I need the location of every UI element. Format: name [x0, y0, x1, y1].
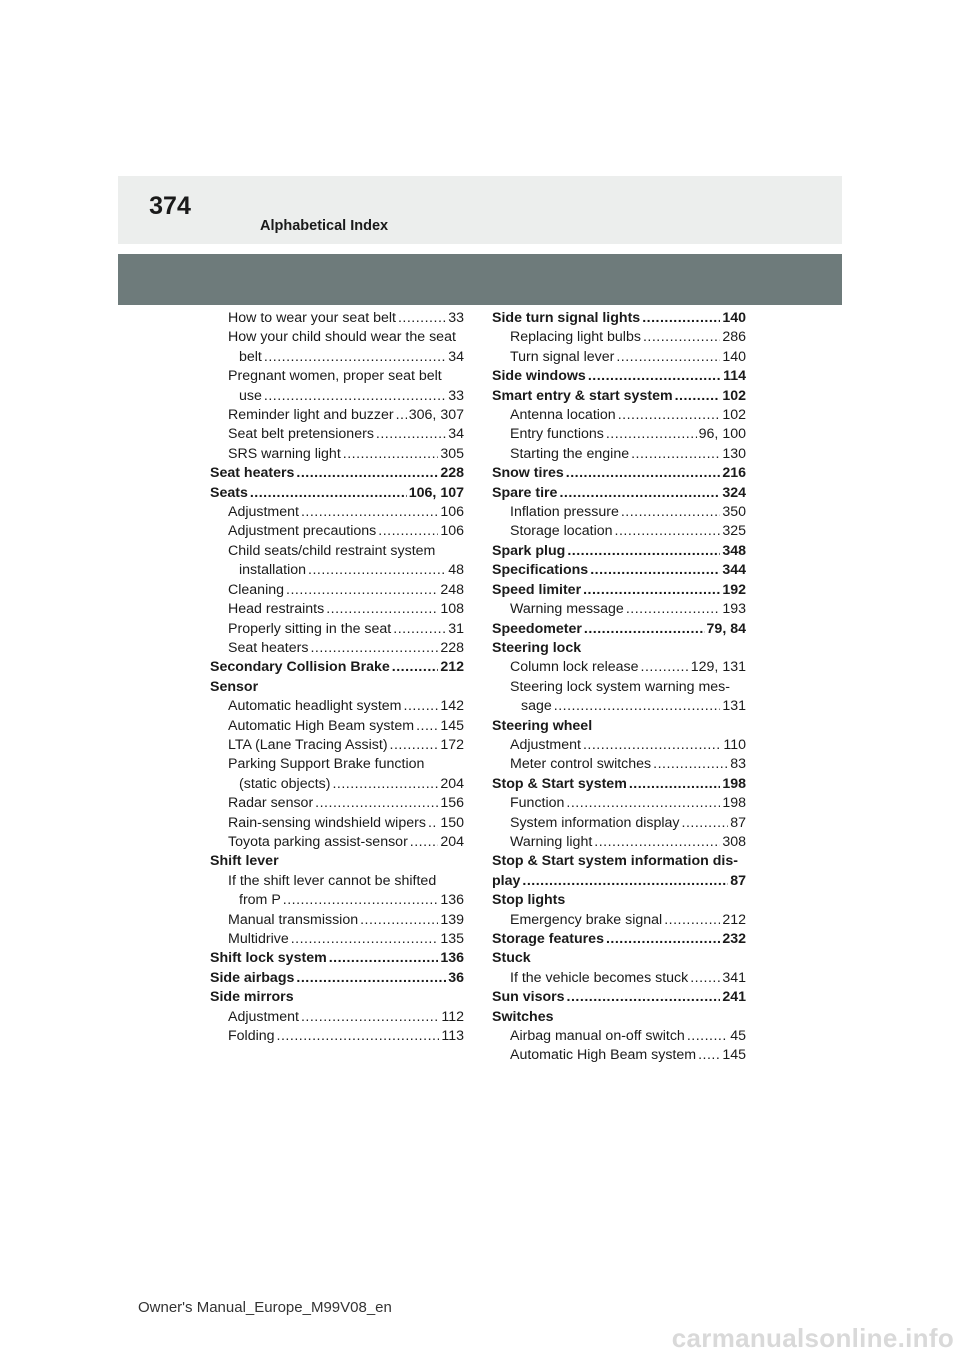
page-reference[interactable]: 204	[440, 833, 464, 850]
page-reference[interactable]: 212	[440, 659, 464, 676]
index-subentry	[210, 309, 464, 328]
dot-leader	[343, 445, 439, 464]
page-reference[interactable]: 102	[722, 407, 746, 424]
page-reference[interactable]: 341	[722, 969, 746, 986]
dot-leader	[698, 1046, 720, 1065]
index-subentry	[210, 581, 464, 600]
index-subentry	[210, 755, 464, 774]
index-term: Switches	[492, 1008, 554, 1025]
dot-leader	[283, 891, 439, 910]
page-reference[interactable]: 324	[722, 484, 746, 501]
index-heading	[492, 949, 746, 968]
page-reference[interactable]: 34	[448, 348, 464, 365]
dot-leader	[522, 872, 728, 891]
page-reference[interactable]: 136	[440, 892, 464, 909]
index-subentry	[210, 328, 464, 347]
dot-leader	[642, 309, 720, 328]
index-subentry	[492, 328, 746, 347]
index-term: Sun visors	[492, 989, 565, 1006]
index-term: Smart entry & start system	[492, 387, 673, 404]
index-subentry	[210, 542, 464, 561]
dot-leader	[360, 911, 438, 930]
index-term: Manual transmission	[228, 911, 359, 928]
page-reference[interactable]: 135	[440, 931, 464, 947]
index-term: Automatic High Beam system	[228, 717, 415, 734]
dot-leader	[606, 930, 720, 949]
page-reference[interactable]: 306, 307	[408, 407, 464, 424]
page-reference[interactable]: 193	[722, 601, 746, 618]
page-reference[interactable]: 102	[722, 387, 746, 404]
section-title: Alphabetical Index	[260, 218, 389, 234]
page-reference[interactable]: 108	[440, 601, 464, 618]
page-reference[interactable]: 198	[722, 775, 746, 792]
index-term: If the vehicle becomes stuck	[510, 969, 689, 986]
dot-leader	[629, 775, 721, 794]
page-reference[interactable]: 96, 100	[698, 426, 746, 443]
dot-leader	[682, 814, 729, 833]
index-term: Column lock release	[510, 659, 639, 676]
index-subentry	[492, 406, 746, 425]
dot-leader	[588, 367, 721, 386]
page-reference[interactable]: 198	[722, 795, 746, 812]
dot-leader	[326, 600, 438, 619]
index-term: Stuck	[492, 950, 531, 967]
dot-leader	[675, 387, 721, 406]
dot-leader	[566, 464, 721, 483]
dot-leader	[308, 561, 446, 580]
dot-leader	[566, 794, 720, 813]
index-subentry	[492, 522, 746, 541]
page-reference[interactable]: 36	[448, 969, 464, 986]
page-reference[interactable]: 325	[722, 523, 746, 540]
index-term: Antenna location	[510, 407, 616, 424]
index-subentry	[210, 930, 464, 949]
index-term: Airbag manual on-off switch	[510, 1028, 685, 1045]
index-subentry	[210, 891, 464, 910]
index-term: Inflation pressure	[510, 504, 619, 521]
index-term: Seats	[210, 484, 248, 501]
dot-leader	[653, 755, 728, 774]
index-term: How to wear your seat belt	[228, 310, 396, 326]
index-subentry	[492, 1046, 746, 1065]
index-term: Spare tire	[492, 484, 558, 501]
index-subentry	[210, 600, 464, 619]
index-subentry	[210, 348, 464, 367]
index-subentry	[210, 445, 464, 464]
index-term: Adjustment precautions	[228, 523, 377, 540]
index-heading	[492, 464, 746, 483]
index-subentry	[492, 445, 746, 464]
index-term: Spark plug	[492, 542, 566, 559]
index-term: Meter control switches	[510, 756, 652, 773]
index-subentry	[210, 775, 464, 794]
index-heading	[492, 484, 746, 503]
page-reference[interactable]: 87	[730, 814, 746, 831]
page-reference[interactable]: 140	[722, 348, 746, 365]
dot-leader	[621, 503, 720, 522]
dot-leader	[583, 736, 721, 755]
index-term: Sensor	[210, 678, 259, 695]
dot-leader	[398, 309, 446, 328]
dot-leader	[277, 1027, 440, 1046]
index-term: Folding	[228, 1028, 275, 1045]
index-term: Shift lever	[210, 853, 279, 870]
index-heading	[492, 717, 746, 736]
page-reference[interactable]: 48	[448, 562, 464, 579]
page-reference[interactable]: 110	[723, 736, 746, 753]
index-subentry	[492, 425, 746, 444]
index-term: belt	[239, 348, 262, 365]
dot-leader	[687, 1027, 728, 1046]
index-term: (static objects)	[239, 775, 331, 792]
page-reference[interactable]: 212	[722, 911, 746, 928]
dot-leader	[416, 717, 438, 736]
index-term: Snow tires	[492, 465, 564, 482]
page-reference[interactable]: 33	[448, 310, 464, 326]
index-heading	[492, 988, 746, 1007]
footer-manual-id: Owner's Manual_Europe_M99V08_en	[138, 1299, 392, 1316]
index-term: Side mirrors	[210, 989, 294, 1006]
dot-leader	[393, 620, 446, 639]
dot-leader	[296, 464, 438, 483]
dot-leader	[690, 969, 720, 988]
index-term: Turn signal lever	[510, 348, 615, 365]
dot-leader	[626, 600, 721, 619]
index-term: Seat heaters	[210, 465, 295, 482]
index-term: Head restraints	[228, 601, 325, 618]
index-subentry	[210, 736, 464, 755]
page-reference[interactable]: 308	[722, 833, 746, 850]
index-term: Steering lock system warning mes-	[510, 678, 730, 695]
index-subentry	[492, 755, 746, 774]
index-term: Secondary Collision Brake	[210, 659, 390, 676]
dot-leader	[643, 328, 720, 347]
dot-leader	[301, 503, 438, 522]
index-term: Seat belt pretensioners	[228, 426, 374, 443]
index-term: Replacing light bulbs	[510, 329, 641, 346]
index-term: Side airbags	[210, 969, 295, 986]
index-term: System information display	[510, 814, 680, 831]
index-subentry	[492, 814, 746, 833]
index-term: from P	[239, 892, 281, 909]
dot-leader	[616, 348, 720, 367]
index-subentry	[210, 911, 464, 930]
page-reference[interactable]: 33	[448, 387, 464, 404]
page-reference[interactable]: 248	[440, 581, 464, 598]
index-heading	[210, 484, 464, 503]
dot-leader	[584, 620, 705, 639]
dot-leader	[250, 484, 407, 503]
page-reference[interactable]: 204	[440, 775, 464, 792]
page-reference[interactable]: 145	[722, 1047, 746, 1064]
index-term: Multidrive	[228, 931, 289, 947]
index-heading	[210, 678, 464, 697]
page-reference[interactable]: 150	[440, 814, 464, 831]
index-term: Seat heaters	[228, 639, 309, 656]
index-heading	[492, 1008, 746, 1027]
page-reference[interactable]: 106, 107	[408, 484, 464, 501]
page-reference[interactable]: 106	[440, 504, 464, 521]
index-term: Warning light	[510, 833, 593, 850]
watermark: carmanualsonline.info	[671, 1323, 954, 1353]
index-subentry	[492, 794, 746, 813]
index-term: Adjustment	[228, 1008, 299, 1025]
dot-leader	[583, 581, 720, 600]
page-reference[interactable]: 228	[440, 639, 464, 656]
index-subentry	[492, 600, 746, 619]
page-reference[interactable]: 344	[722, 562, 746, 579]
page-reference[interactable]: 45	[730, 1028, 746, 1045]
dot-leader	[332, 775, 438, 794]
index-subentry	[492, 348, 746, 367]
index-term: Parking Support Brake function	[228, 756, 425, 773]
dot-leader	[594, 833, 720, 852]
index-subentry	[210, 833, 464, 852]
index-heading	[492, 387, 746, 406]
dot-leader	[410, 833, 439, 852]
dot-leader	[301, 1008, 439, 1027]
index-heading	[210, 949, 464, 968]
index-term: Specifications	[492, 562, 589, 579]
index-term: Shift lock system	[210, 950, 327, 967]
page-reference[interactable]: 83	[730, 756, 746, 773]
page-reference[interactable]: 31	[448, 620, 464, 637]
dot-leader	[296, 969, 446, 988]
page-reference[interactable]: 139	[440, 911, 464, 928]
index-term: LTA (Lane Tracing Assist)	[228, 736, 388, 753]
page-reference[interactable]: 350	[722, 504, 746, 521]
page-reference[interactable]: 114	[723, 368, 746, 385]
page-reference[interactable]: 136	[440, 950, 464, 967]
dot-leader	[264, 387, 446, 406]
index-subentry	[210, 697, 464, 716]
index-subentry	[210, 639, 464, 658]
dot-leader	[428, 814, 438, 833]
index-heading	[492, 930, 746, 949]
page-reference[interactable]: 142	[440, 698, 464, 715]
index-subentry	[492, 678, 746, 697]
dot-leader	[606, 425, 697, 444]
index-heading	[492, 309, 746, 328]
index-term: Adjustment	[228, 504, 299, 521]
index-subentry	[492, 736, 746, 755]
index-term: Adjustment	[510, 736, 581, 753]
page-reference[interactable]: 192	[722, 581, 746, 598]
index-subentry	[210, 522, 464, 541]
index-term: Child seats/child restraint system	[228, 542, 436, 559]
index-subentry	[492, 833, 746, 852]
dot-leader	[378, 522, 438, 541]
index-term: Radar sensor	[228, 795, 314, 812]
dot-leader	[554, 697, 721, 716]
index-term: Speedometer	[492, 620, 582, 637]
page-reference[interactable]: 140	[722, 310, 746, 326]
dot-leader	[404, 697, 439, 716]
index-heading	[210, 969, 464, 988]
index-term: Side windows	[492, 368, 586, 385]
page-reference[interactable]: 145	[440, 717, 464, 734]
dot-leader	[310, 639, 438, 658]
index-term: SRS warning light	[228, 445, 341, 462]
dot-leader	[631, 445, 720, 464]
index-term: play	[492, 872, 521, 889]
page-reference[interactable]: 348	[722, 542, 746, 559]
dot-leader	[567, 988, 721, 1007]
index-heading	[210, 658, 464, 677]
index-subentry	[210, 1027, 464, 1046]
page-reference[interactable]: 79, 84	[706, 620, 746, 637]
index-term: Stop & Start system	[492, 775, 627, 792]
index-subentry	[210, 367, 464, 386]
index-term: Steering wheel	[492, 717, 593, 734]
dot-leader	[590, 561, 720, 580]
index-term: Toyota parking assist-sensor	[228, 833, 408, 850]
index-term: use	[239, 387, 262, 404]
dot-leader	[396, 406, 407, 425]
page-reference[interactable]: 34	[448, 426, 464, 443]
dot-leader	[392, 658, 439, 677]
index-heading	[492, 367, 746, 386]
index-subentry	[210, 425, 464, 444]
dot-leader	[315, 794, 438, 813]
page-reference[interactable]: 216	[722, 465, 746, 482]
index-term: Pregnant women, proper seat belt	[228, 368, 442, 385]
index-heading	[210, 464, 464, 483]
index-term: How your child should wear the seat	[228, 329, 456, 346]
index-term: Starting the engine	[510, 445, 630, 462]
index-subentry	[210, 561, 464, 580]
index-term: sage	[521, 698, 552, 715]
page-reference[interactable]: 232	[722, 931, 746, 947]
dot-leader	[664, 911, 720, 930]
index-term: Storage location	[510, 523, 613, 540]
index-term: Entry functions	[510, 426, 604, 443]
index-subentry	[492, 1027, 746, 1046]
index-heading	[492, 639, 746, 658]
index-heading	[492, 775, 746, 794]
index-heading	[492, 852, 746, 871]
page-reference[interactable]: 112	[441, 1008, 464, 1025]
index-subentry	[210, 794, 464, 813]
dot-leader	[376, 425, 446, 444]
index-term: Storage features	[492, 931, 604, 947]
index-column-left	[210, 309, 464, 1046]
dot-leader	[329, 949, 439, 968]
index-heading	[492, 561, 746, 580]
page-reference[interactable]: 131	[722, 698, 746, 715]
index-subentry	[210, 503, 464, 522]
dot-leader	[291, 930, 439, 949]
index-heading	[492, 581, 746, 600]
index-term: Automatic High Beam system	[510, 1047, 697, 1064]
index-heading	[210, 988, 464, 1007]
index-subentry	[492, 658, 746, 677]
index-term: Automatic headlight system	[228, 698, 402, 715]
index-subentry	[210, 717, 464, 736]
page-reference[interactable]: 113	[441, 1028, 464, 1045]
page-reference[interactable]: 228	[440, 465, 464, 482]
index-term: Speed limiter	[492, 581, 582, 598]
index-term: Reminder light and buzzer	[228, 407, 394, 424]
index-term: Steering lock	[492, 639, 582, 656]
index-heading	[492, 542, 746, 561]
index-subentry	[210, 387, 464, 406]
page-number: 374	[149, 192, 191, 220]
dot-leader	[286, 581, 438, 600]
header-band	[118, 254, 842, 305]
index-term: Properly sitting in the seat	[228, 620, 392, 637]
dot-leader	[618, 406, 721, 425]
index-term: Stop lights	[492, 892, 566, 909]
index-subentry	[492, 969, 746, 988]
page-reference[interactable]: 172	[440, 736, 464, 753]
dot-leader	[641, 658, 689, 677]
page-reference[interactable]: 129, 131	[690, 659, 746, 676]
index-subentry	[492, 697, 746, 716]
index-term: installation	[239, 562, 307, 579]
index-subentry	[210, 872, 464, 891]
dot-leader	[264, 348, 446, 367]
index-subentry	[492, 503, 746, 522]
index-subentry	[210, 1008, 464, 1027]
page-reference[interactable]: 106	[440, 523, 464, 540]
page-reference[interactable]: 286	[722, 329, 746, 346]
index-column-right	[492, 309, 746, 1066]
dot-leader	[559, 484, 720, 503]
index-subentry	[210, 814, 464, 833]
index-term: Side turn signal lights	[492, 310, 641, 326]
index-heading	[492, 891, 746, 910]
index-subentry	[210, 620, 464, 639]
page-reference[interactable]: 305	[440, 445, 464, 462]
index-heading	[492, 872, 746, 891]
page-reference[interactable]: 156	[440, 795, 464, 812]
page-reference[interactable]: 87	[730, 872, 746, 889]
index-term: Function	[510, 795, 565, 812]
header-bar	[118, 176, 842, 244]
index-subentry	[210, 406, 464, 425]
page-reference[interactable]: 130	[722, 445, 746, 462]
index-term: If the shift lever cannot be shifted	[228, 872, 437, 889]
dot-leader	[615, 522, 721, 541]
index-heading	[492, 620, 746, 639]
index-term: Cleaning	[228, 581, 285, 598]
index-term: Warning message	[510, 601, 624, 618]
index-term: Rain-sensing windshield wipers	[228, 814, 426, 831]
dot-leader	[567, 542, 720, 561]
index-term: Emergency brake signal	[510, 911, 663, 928]
index-term: Stop & Start system information dis-	[492, 853, 738, 870]
index-subentry	[492, 911, 746, 930]
index-heading	[210, 852, 464, 871]
dot-leader	[390, 736, 439, 755]
page-reference[interactable]: 241	[722, 989, 746, 1006]
